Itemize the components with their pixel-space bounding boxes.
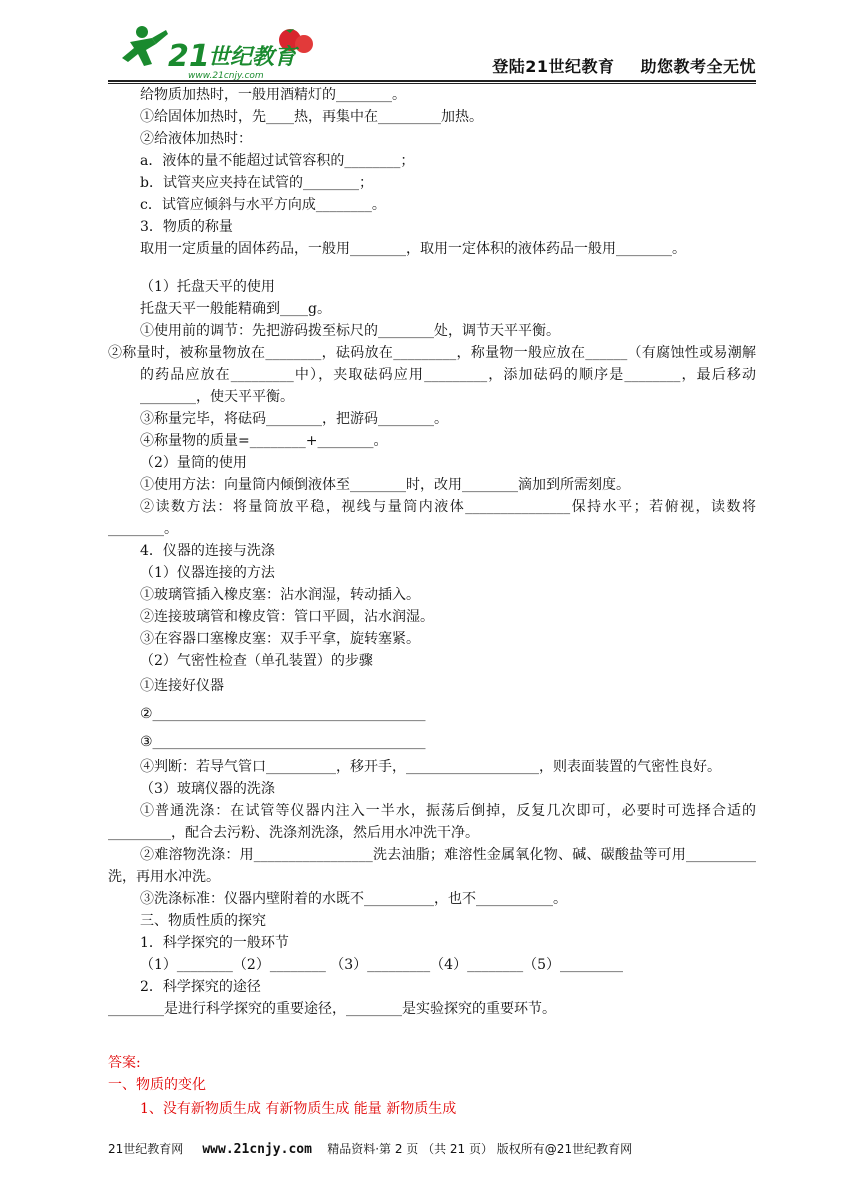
- worksheet-body: [108, 84, 756, 1122]
- text-line: 取用一定质量的固体药品，一般用________，取用一定体积的液体药品一般用________。: [140, 241, 686, 257]
- text-line: ①给固体加热时，先____热，再集中在_________加热。: [140, 109, 483, 125]
- text-line: ③在容器口塞橡皮塞：双手平拿，旋转塞紧。: [140, 631, 420, 647]
- text-line: 2．科学探究的途径: [140, 979, 261, 995]
- subsection-heading: （1）仪器连接的方法: [140, 565, 275, 581]
- text-paragraph: ②称量时，被称量物放在________，砝码放在_________，称量物一般应放在______（有腐蚀性或易潮解的药品应放在_________中），夹取砝码应用_________，添加砝码的顺序是________，最后移动________，使天平平衡。: [108, 345, 756, 405]
- text-line: ②连接玻璃管和橡皮管：管口平圆，沾水润湿。: [140, 609, 434, 625]
- text-line: ②_______________________________________: [140, 706, 426, 722]
- section-heading: 三、物质性质的探究: [140, 913, 266, 929]
- text-line: ②给液体加热时：: [140, 131, 252, 147]
- text-line: ①使用方法：向量筒内倾倒液体至________时，改用________滴加到所需刻度。: [140, 477, 630, 493]
- text-line: ③_______________________________________: [140, 734, 426, 750]
- footer-site: www.21cnjy.com: [202, 1142, 312, 1157]
- answer-section: 一、物质的变化: [108, 1077, 206, 1093]
- text-paragraph: ④判断：若导气管口__________，移开手，___________________，则表面装置的气密性良好。: [140, 759, 721, 775]
- text-line: ①玻璃管插入橡皮塞：沾水润湿，转动插入。: [140, 587, 420, 603]
- svg-text:21: 21: [168, 39, 210, 74]
- svg-text:世纪教育: 世纪教育: [208, 45, 297, 70]
- text-line: ①连接好仪器: [140, 678, 224, 694]
- text-line: c．试管应倾斜与水平方向成________。: [140, 197, 386, 213]
- header-slogan: [492, 54, 756, 77]
- footer-info: 精品资料·第 2 页 （共 21 页） 版权所有@21世纪教育网: [327, 1142, 633, 1156]
- text-line: 给物质加热时，一般用酒精灯的________。: [140, 87, 406, 103]
- text-line: ①使用前的调节：先把游码拨至标尺的________处，调节天平平衡。: [140, 323, 560, 339]
- subsection-heading: （3）玻璃仪器的洗涤: [140, 781, 275, 797]
- page-footer: [108, 1140, 756, 1157]
- text-line: ④称量物的质量=________+________。: [140, 433, 388, 449]
- subsection-heading: （2）量筒的使用: [140, 455, 247, 471]
- text-paragraph: ①普通洗涤：在试管等仪器内注入一半水，振荡后倒掉，反复几次即可，必要时可选择合适的_________，配合去污粉、洗涤剂洗涤，然后用水冲洗干净。: [108, 803, 756, 841]
- slogan-right: 助您教考全无忧: [640, 57, 756, 76]
- text-line: （1）________（2）________ （3）_________（4）________（5）_________: [140, 957, 623, 973]
- text-line: ________是进行科学探究的重要途径，________是实验探究的重要环节。: [108, 1001, 556, 1017]
- svg-text:www.21cnjy.com: www.21cnjy.com: [188, 71, 264, 81]
- text-line: b．试管夹应夹持在试管的________；: [140, 175, 373, 191]
- answer-heading: 答案:: [108, 1055, 141, 1071]
- answer-item: 1、没有新物质生成 有新物质生成 能量 新物质生成: [140, 1101, 457, 1117]
- footer-org: 21世纪教育网: [108, 1142, 184, 1156]
- subsection-heading: （1）托盘天平的使用: [140, 279, 275, 295]
- logo-21cnjy: [108, 20, 328, 82]
- slogan-left: 登陆21世纪教育: [492, 57, 615, 76]
- text-line: a．液体的量不能超过试管容积的________；: [140, 153, 415, 169]
- section-heading: 3．物质的称量: [140, 219, 233, 235]
- text-line: ③洗涤标准：仪器内壁附着的水既不__________，也不___________。: [140, 891, 567, 907]
- text-paragraph: ②读数方法：将量筒放平稳，视线与量筒内液体_______________保持水平；若俯视，读数将________。: [108, 499, 756, 537]
- text-paragraph: ②难溶物洗涤：用_________________洗去油脂；难溶性金属氧化物、碱、碳酸盐等可用__________洗，再用水冲洗。: [108, 847, 756, 885]
- text-line: 托盘天平一般能精确到____g。: [140, 301, 331, 317]
- page-header: [108, 20, 756, 82]
- subsection-heading: （2）气密性检查（单孔装置）的步骤: [140, 653, 373, 669]
- text-line: ③称量完毕，将砝码________，把游码________。: [140, 411, 448, 427]
- text-line: 1．科学探究的一般环节: [140, 935, 289, 951]
- section-heading: 4．仪器的连接与洗涤: [140, 543, 275, 559]
